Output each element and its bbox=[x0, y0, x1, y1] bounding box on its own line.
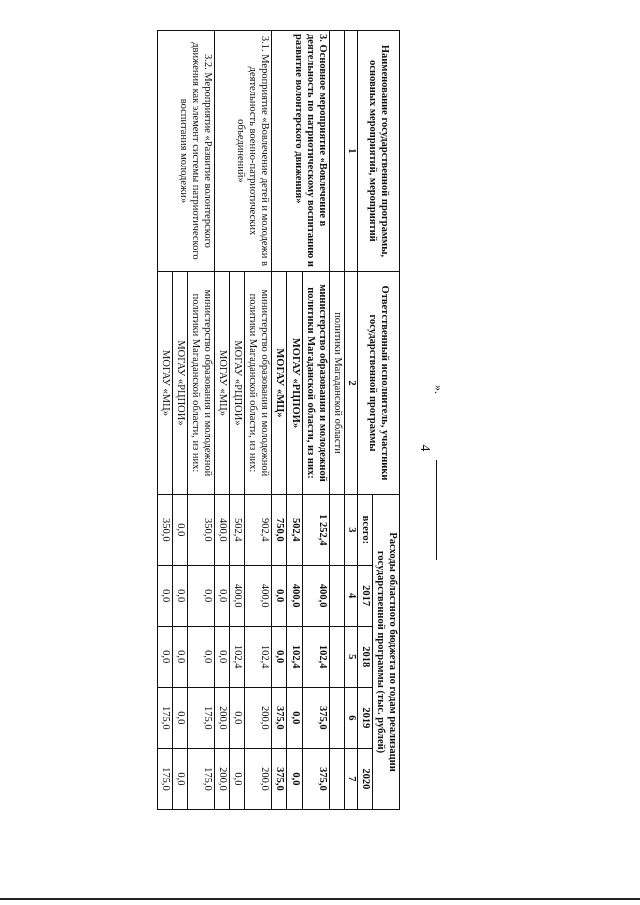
value-2020: 0,0 bbox=[173, 748, 188, 809]
value-2020: 200,0 bbox=[215, 748, 230, 809]
header-executor: Ответственный исполнитель, участники государственной программы bbox=[357, 271, 399, 494]
executor-cell: МОГАУ «МЦ» bbox=[215, 271, 230, 494]
value-2020: 375,0 bbox=[302, 748, 329, 809]
budget-table bbox=[157, 30, 400, 810]
value-2020: 0,0 bbox=[230, 748, 245, 809]
value-2019: 175,0 bbox=[188, 687, 215, 748]
value-2018: 0,0 bbox=[173, 626, 188, 687]
value-2018: 0,0 bbox=[272, 626, 287, 687]
executor-cell: министерство образования и молодежной политики Магаданской области, из них: bbox=[188, 271, 215, 494]
value-2017: 400,0 bbox=[287, 565, 302, 626]
header-total: всего: bbox=[357, 495, 372, 565]
section-3-2-name: 3.2. Мероприятие «Развитие волонтерского движения как элемент системы патриотического воспитания молодежи» bbox=[157, 31, 214, 272]
empty-cell bbox=[329, 687, 344, 748]
value-2019: 0,0 bbox=[173, 687, 188, 748]
empty-cell bbox=[329, 626, 344, 687]
section-3-1-name: 3.1. Мероприятие «Вовлечение детей и молодежи в деятельность военно-патриотических объединений» bbox=[215, 31, 272, 272]
table-row bbox=[302, 31, 329, 810]
value-2017: 400,0 bbox=[230, 565, 245, 626]
value-2019: 200,0 bbox=[245, 687, 272, 748]
value-2017: 0,0 bbox=[157, 565, 172, 626]
value-2017: 0,0 bbox=[215, 565, 230, 626]
index-cell: 4 bbox=[344, 565, 357, 626]
value-2020: 175,0 bbox=[157, 748, 172, 809]
executor-cell: МОГАУ «РЦПОИ» bbox=[287, 271, 302, 494]
page-number: 4 bbox=[417, 444, 432, 452]
value-2020: 175,0 bbox=[188, 748, 215, 809]
header-program-name: Наименование государственной программы, основных мероприятий, мероприятий bbox=[357, 31, 399, 272]
budget-table-wrapper bbox=[60, 30, 400, 810]
header-2018: 2018 bbox=[357, 626, 372, 687]
table-row bbox=[188, 31, 215, 810]
executor-cell: министерство образования и молодежной политики Магаданской области, из них: bbox=[302, 271, 329, 494]
index-cell: 5 bbox=[344, 626, 357, 687]
value-2019: 0,0 bbox=[230, 687, 245, 748]
value-2018: 102,4 bbox=[302, 626, 329, 687]
value-2019: 200,0 bbox=[215, 687, 230, 748]
value-2020: 375,0 bbox=[272, 748, 287, 809]
executor-cell: МОГАУ «МЦ» bbox=[272, 271, 287, 494]
value-total: 902,4 bbox=[245, 495, 272, 565]
header-2017: 2017 bbox=[357, 565, 372, 626]
executor-cell: МОГАУ «РЦПОИ» bbox=[173, 271, 188, 494]
value-total: 350,0 bbox=[188, 495, 215, 565]
value-2018: 102,4 bbox=[287, 626, 302, 687]
value-total: 502,4 bbox=[287, 495, 302, 565]
value-2017: 0,0 bbox=[173, 565, 188, 626]
index-cell: 7 bbox=[344, 748, 357, 809]
table-row bbox=[245, 31, 272, 810]
header-2020: 2020 bbox=[357, 748, 372, 809]
value-2019: 0,0 bbox=[287, 687, 302, 748]
header-2019: 2019 bbox=[357, 687, 372, 748]
value-2018: 0,0 bbox=[215, 626, 230, 687]
header-budget: Расходы областного бюджета по годам реализации государственной программы (тыс. рублей) bbox=[372, 495, 399, 810]
section-3-name: 3. Основное мероприятие «Вовлечение в деятельность по патриотическому воспитанию и развитие волонтерского движения» bbox=[272, 31, 329, 272]
value-2018: 102,4 bbox=[230, 626, 245, 687]
continuation-empty bbox=[329, 31, 344, 272]
value-2018: 0,0 bbox=[188, 626, 215, 687]
value-total: 750,0 bbox=[272, 495, 287, 565]
closing-quote-mark: ». bbox=[432, 385, 446, 394]
value-2017: 400,0 bbox=[302, 565, 329, 626]
executor-cell: МОГАУ «МЦ» bbox=[157, 271, 172, 494]
empty-cell bbox=[329, 565, 344, 626]
value-total: 400,0 bbox=[215, 495, 230, 565]
value-total: 350,0 bbox=[157, 495, 172, 565]
value-2020: 0,0 bbox=[287, 748, 302, 809]
value-total: 0,0 bbox=[173, 495, 188, 565]
scan-edge-line bbox=[0, 898, 640, 900]
value-total: 502,4 bbox=[230, 495, 245, 565]
signature-line bbox=[436, 460, 437, 560]
index-cell: 6 bbox=[344, 687, 357, 748]
value-total: 1 252,4 bbox=[302, 495, 329, 565]
executor-cell: МОГАУ «РЦПОИ» bbox=[230, 271, 245, 494]
index-row bbox=[344, 31, 357, 810]
executor-cell: министерство образования и молодежной политики Магаданской области, из них: bbox=[245, 271, 272, 494]
value-2019: 375,0 bbox=[302, 687, 329, 748]
continuation-text: политики Магаданской области bbox=[329, 271, 344, 494]
value-2019: 175,0 bbox=[157, 687, 172, 748]
continuation-row bbox=[329, 31, 344, 810]
value-2020: 200,0 bbox=[245, 748, 272, 809]
value-2017: 400,0 bbox=[245, 565, 272, 626]
value-2017: 0,0 bbox=[188, 565, 215, 626]
value-2017: 0,0 bbox=[272, 565, 287, 626]
index-cell: 2 bbox=[344, 271, 357, 494]
value-2018: 102,4 bbox=[245, 626, 272, 687]
value-2018: 0,0 bbox=[157, 626, 172, 687]
empty-cell bbox=[329, 748, 344, 809]
index-cell: 3 bbox=[344, 495, 357, 565]
index-cell: 1 bbox=[344, 31, 357, 272]
empty-cell bbox=[329, 495, 344, 565]
value-2019: 375,0 bbox=[272, 687, 287, 748]
